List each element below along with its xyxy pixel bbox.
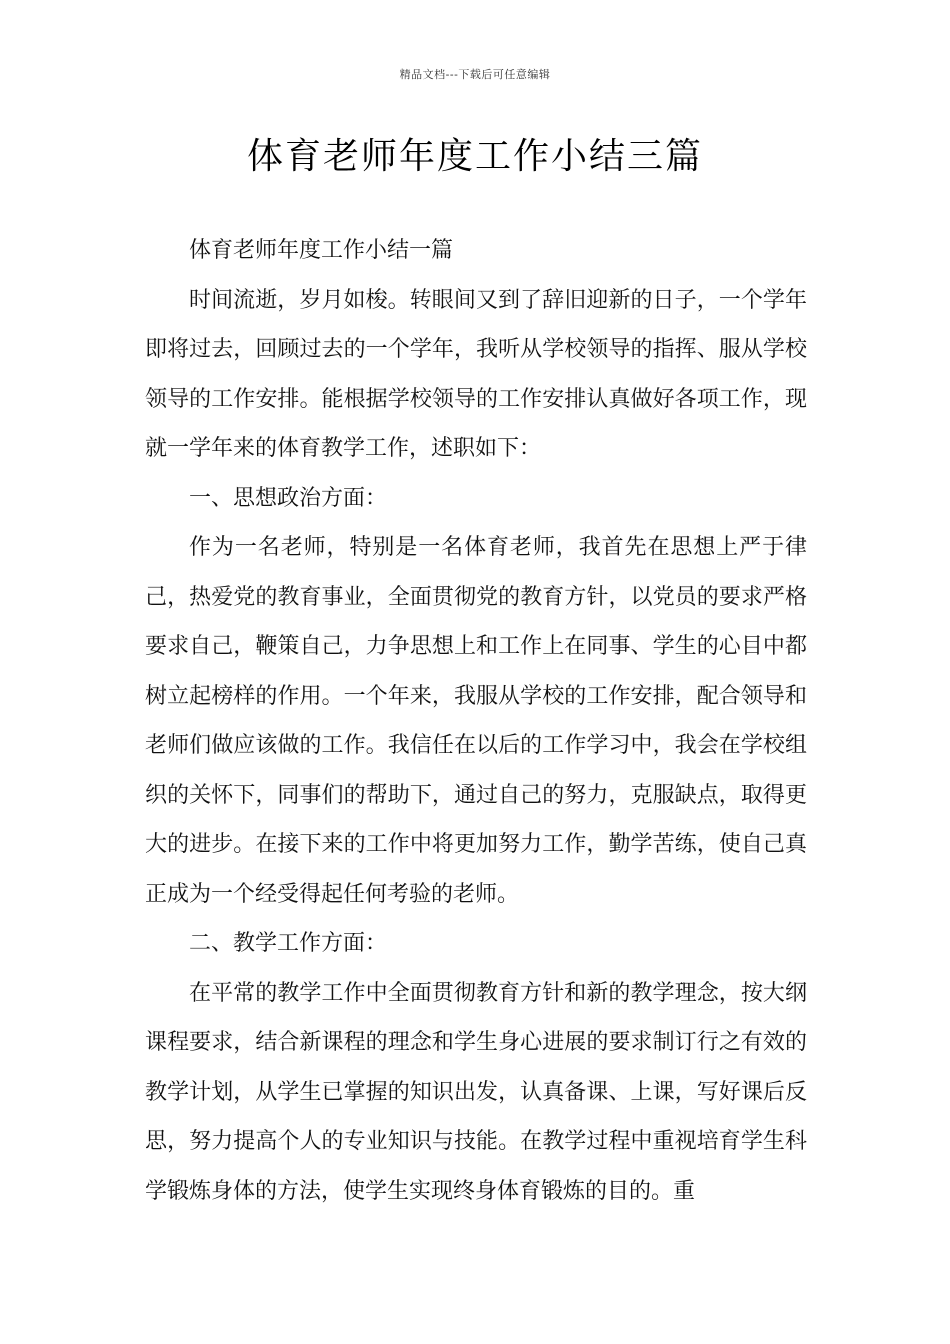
section-heading-ideology: 一、思想政治方面： bbox=[189, 485, 388, 511]
document-body bbox=[145, 226, 807, 1216]
body-paragraph-intro: 时间流逝，岁月如梭。转眼间又到了辞旧迎新的日子，一个学年即将过去，回顾过去的一个学年，我听从学校领导的指挥、服从学校领导的工作安排。能根据学校领导的工作安排认真做好各项工作，现就一学年来的体育教学工作，述职如下： bbox=[145, 287, 807, 461]
section-heading-part-one: 体育老师年度工作小结一篇 bbox=[189, 238, 454, 263]
header-note: 精品文档---下载后可任意编辑 bbox=[399, 68, 551, 81]
body-paragraph-teaching: 在平常的教学工作中全面贯彻教育方针和新的教学理念，按大纲课程要求，结合新课程的理念和学生身心进展的要求制订行之有效的教学计划，从学生已掌握的知识出发，认真备课、上课，写好课后反思，努力提高个人的专业知识与技能。在教学过程中重视培育学生科学锻炼身体的方法，使学生实现终身体育锻炼的目的。重 bbox=[145, 980, 807, 1204]
section-heading-teaching: 二、教学工作方面： bbox=[189, 931, 388, 956]
document-title: 体育老师年度工作小结三篇 bbox=[246, 136, 703, 177]
body-paragraph-ideology: 作为一名老师，特别是一名体育老师，我首先在思想上严于律己，热爱党的教育事业，全面贯彻党的教育方针，以党员的要求严格要求自己，鞭策自己，力争思想上和工作上在同事、学生的心目中都树立起榜样的作用。一个年来，我服从学校的工作安排，配合领导和老师们做应该做的工作。我信任在以后的工作学习中，我会在学校组织的关怀下，同事们的帮助下，通过自己的努力，克服缺点，取得更大的进步。在接下来的工作中将更加努力工作，勤学苦练，使自己真正成为一个经受得起任何考验的老师。 bbox=[145, 535, 807, 907]
